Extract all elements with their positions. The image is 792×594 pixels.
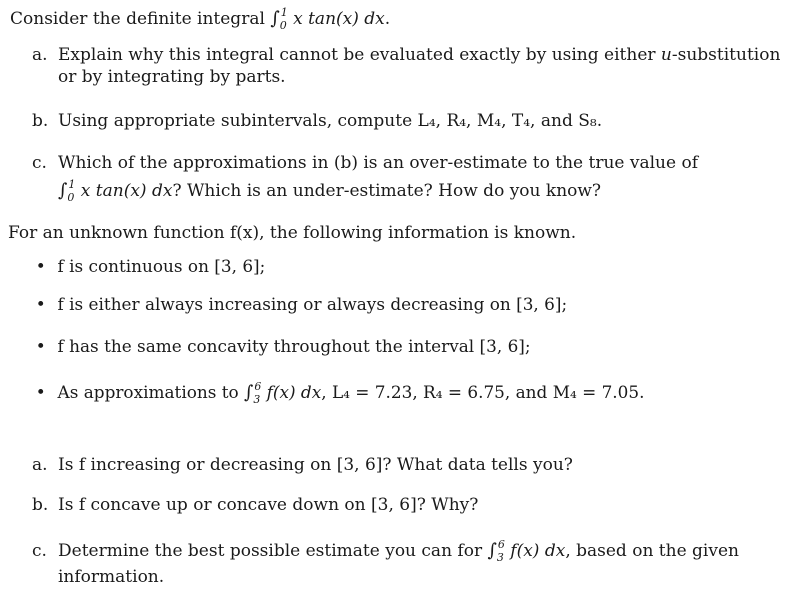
integrand: x tan(x) dx <box>80 181 173 201</box>
integral-upper: 1 <box>68 178 76 191</box>
integrand: f(x) dx <box>510 541 566 561</box>
integral-upper: 6 <box>497 538 505 551</box>
integral-sign: ∫ <box>244 382 254 403</box>
integral-lower: 0 <box>67 191 75 204</box>
part2-c-integral <box>487 538 566 564</box>
part1-a-text: Explain why this integral cannot be evaluated exactly by using either <box>58 45 661 65</box>
intro-text: Consider the definite integral <box>10 9 265 29</box>
integral-upper: 1 <box>280 6 288 19</box>
bullet4-after: , L₄ = 7.23, R₄ = 6.75, and M₄ = 7.05. <box>321 383 645 403</box>
part1-b-label: b. <box>32 111 49 131</box>
part1-a-line2 <box>58 66 286 88</box>
integral-lower: 3 <box>496 551 504 564</box>
part1-c-text: Which of the approximations in (b) is an over-estimate to the true value of <box>58 153 698 173</box>
bullet4-integral <box>244 380 322 406</box>
part2-a-text: Is f increasing or decreasing on [3, 6]? What data tells you? <box>58 455 573 475</box>
integral-sign: ∫ <box>58 180 68 201</box>
bullet-text <box>58 382 645 406</box>
part2-c-before: Determine the best possible estimate you can for <box>58 541 483 561</box>
part2-c-line1 <box>32 540 739 564</box>
part1-a-label: a. <box>32 45 48 65</box>
part1-c-label: c. <box>32 153 47 173</box>
part1-c-line2 <box>58 180 601 204</box>
part2-c-label: c. <box>32 541 47 561</box>
integral-upper: 6 <box>254 380 262 393</box>
bullet-text: f is continuous on [3, 6]; <box>57 257 266 277</box>
part1-c-text2: ? Which is an under-estimate? How do you know? <box>172 181 602 201</box>
part2-a-line <box>32 454 573 476</box>
part1-a-line1 <box>32 44 780 66</box>
integrand: x tan(x) dx <box>293 9 385 29</box>
intro-period: . <box>384 9 391 29</box>
bullet4-before: As approximations to <box>57 383 239 403</box>
section2-heading <box>8 222 576 244</box>
integral-sign: ∫ <box>487 540 497 561</box>
part1-c-integral <box>58 178 173 204</box>
integrand: f(x) dx <box>266 383 322 403</box>
bullet-icon: • <box>35 337 46 357</box>
part1-b-text: Using appropriate subintervals, compute L₄, R₄, M₄, T₄, and S₈. <box>58 111 603 131</box>
part2-c-text2: information. <box>58 567 165 587</box>
part1-a-text2: or by integrating by parts. <box>58 67 286 87</box>
part2-b-text: Is f concave up or concave down on [3, 6]? Why? <box>58 495 479 515</box>
part2-b-label: b. <box>32 495 49 515</box>
intro-line <box>10 8 390 32</box>
part1-b-line <box>32 110 602 132</box>
part1-c-line1 <box>32 152 698 174</box>
part2-c-after: , based on the given <box>565 541 739 561</box>
bullet-text: f has the same concavity throughout the interval [3, 6]; <box>57 337 531 357</box>
bullet-icon: • <box>35 383 46 403</box>
part2-a-label: a. <box>32 455 48 475</box>
part2-b-line <box>32 494 478 516</box>
integral-lower: 0 <box>279 19 287 32</box>
bullet-text: f is either always increasing or always decreasing on [3, 6]; <box>57 295 568 315</box>
integral-sign: ∫ <box>270 8 280 29</box>
bullet-icon: • <box>35 295 46 315</box>
integral-lower: 3 <box>253 393 261 406</box>
section2-heading-text: For an unknown function f(x), the following information is known. <box>8 223 577 243</box>
part1-a-text-after: -substitution <box>671 45 781 65</box>
bullet-icon: • <box>35 257 46 277</box>
intro-integral <box>270 6 385 32</box>
part2-c-line2 <box>58 566 164 588</box>
u-variable: u <box>660 45 672 65</box>
